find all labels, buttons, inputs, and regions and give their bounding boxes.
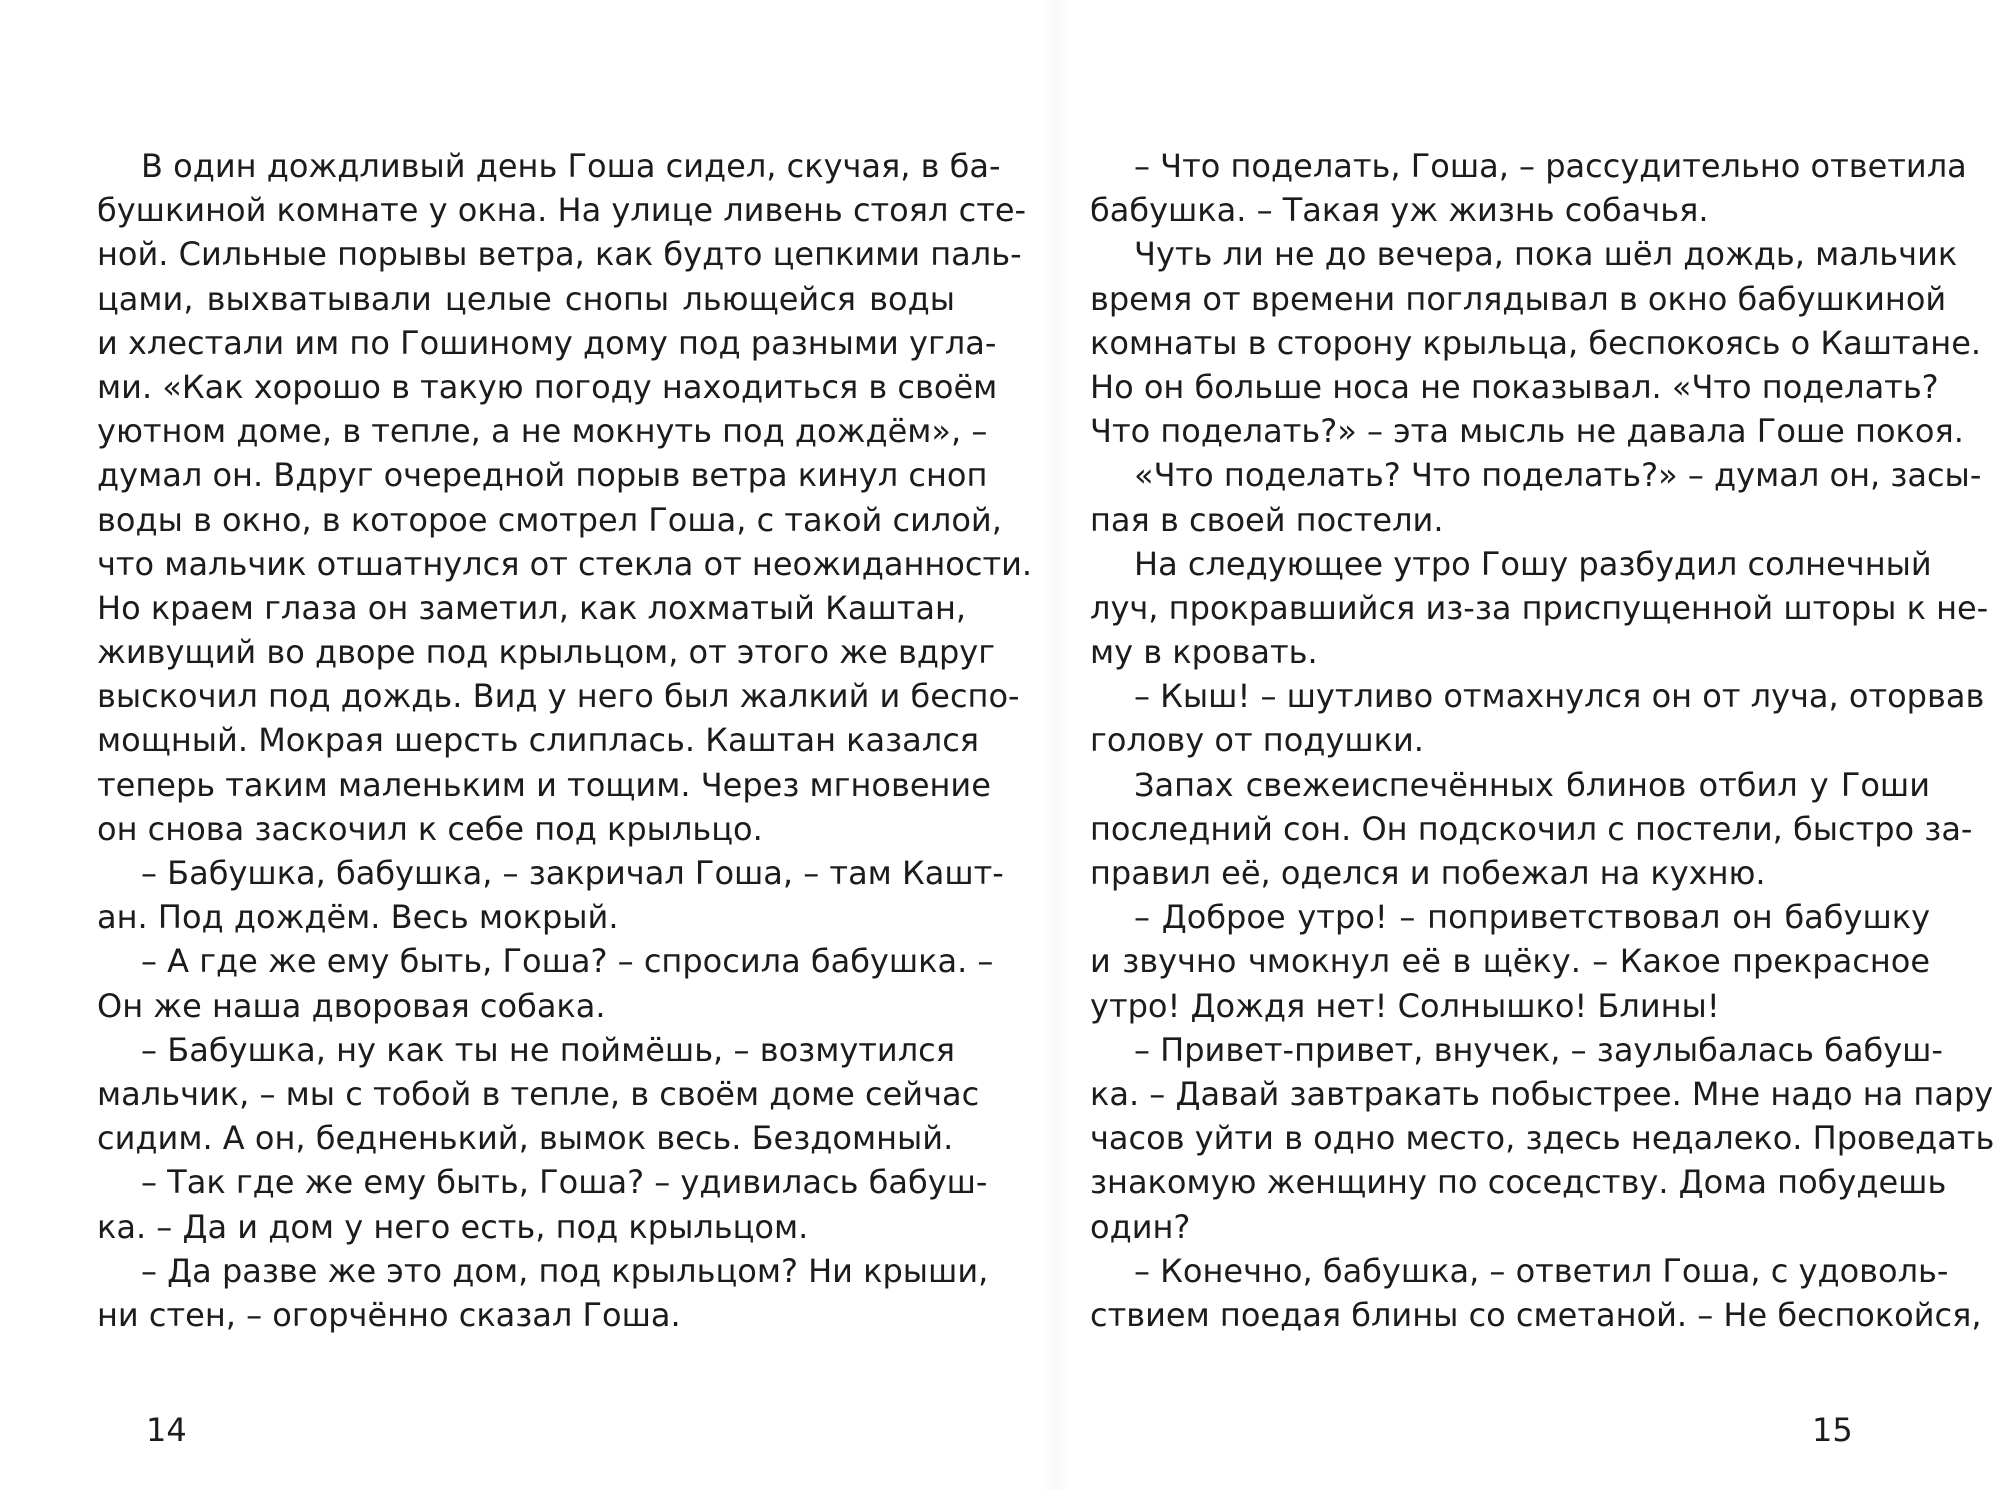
text-line: что мальчик отшатнулся от стекла от неожиданности.	[97, 544, 1033, 583]
text-line: живущий во дворе под крыльцом, от этого же вдруг	[97, 633, 995, 672]
text-line: часов уйти в одно место, здесь недалеко. Проведать	[1090, 1119, 1995, 1158]
text-line: выскочил под дождь. Вид у него был жалкий и беспо-	[97, 677, 1020, 716]
text-line: мощный. Мокрая шерсть слиплась. Каштан казался	[97, 721, 980, 760]
text-line: утро! Дождя нет! Солнышко! Блины!	[1090, 986, 1720, 1025]
text-line: сидим. А он, бедненький, вымок весь. Бездомный.	[97, 1119, 954, 1158]
text-line: ствием поедая блины со сметаной. – Не беспокойся,	[1090, 1295, 1982, 1334]
text-line: ми. «Как хорошо в такую погоду находиться в своём	[97, 367, 998, 406]
text-line: «Что поделать? Что поделать?» – думал он, засы-	[1134, 456, 1982, 495]
text-line: Но краем глаза он заметил, как лохматый Каштан,	[97, 588, 967, 627]
text-line: голову от подушки.	[1090, 721, 1424, 760]
book-gutter	[1040, 0, 1070, 1490]
text-line: ка. – Да и дом у него есть, под крыльцом.	[97, 1207, 809, 1246]
text-line: и звучно чмокнул её в щёку. – Какое прекрасное	[1090, 942, 1930, 981]
text-line: Чуть ли не до вечера, пока шёл дождь, мальчик	[1134, 235, 1958, 274]
text-line: пая в своей постели.	[1090, 500, 1444, 539]
left-page-number: 14	[146, 1411, 187, 1449]
text-line: время от времени поглядывал в окно бабушкиной	[1090, 279, 1947, 318]
text-line: ан. Под дождём. Весь мокрый.	[97, 898, 619, 937]
text-line: думал он. Вдруг очередной порыв ветра кинул сноп	[97, 456, 988, 495]
text-line: – Конечно, бабушка, – ответил Гоша, с удоволь-	[1134, 1251, 1949, 1290]
text-line: ни стен, – огорчённо сказал Гоша.	[97, 1295, 681, 1334]
text-line: воды в окно, в которое смотрел Гоша, с такой силой,	[97, 500, 1002, 539]
text-line: – Бабушка, бабушка, – закричал Гоша, – там Кашт-	[141, 854, 1004, 892]
text-line: На следующее утро Гошу разбудил солнечный	[1134, 544, 1932, 583]
text-line: бушкиной комнате у окна. На улице ливень стоял сте-	[97, 191, 1027, 230]
text-line: луч, прокравшийся из-за приспущенной шторы к не-	[1090, 588, 1989, 627]
text-line: он снова заскочил к себе под крыльцо.	[97, 809, 763, 848]
text-line: теперь таким маленьким и тощим. Через мгновение	[97, 765, 991, 804]
text-line: мальчик, – мы с тобой в тепле, в своём доме сейчас	[97, 1074, 980, 1113]
text-line: и хлестали им по Гошиному дому под разными угла-	[97, 323, 997, 362]
text-line: – Привет-привет, внучек, – заулыбалась бабуш-	[1134, 1030, 1943, 1069]
left-page-text	[97, 144, 1033, 1337]
text-line: ка. – Давай завтракать побыстрее. Мне надо на пару	[1090, 1074, 1994, 1113]
text-line: уютном доме, в тепле, а не мокнуть под дождём», –	[97, 412, 988, 451]
text-line: Но он больше носа не показывал. «Что поделать?	[1090, 367, 1939, 406]
text-line: – Кыш! – шутливо отмахнулся он от луча, оторвав	[1134, 677, 1985, 716]
text-line: последний сон. Он подскочил с постели, быстро за-	[1090, 809, 1973, 848]
text-line: знакомую женщину по соседству. Дома побудешь	[1090, 1163, 1947, 1202]
text-line: – Так где же ему быть, Гоша? – удивилась бабуш-	[141, 1163, 988, 1202]
text-line: ной. Сильные порывы ветра, как будто цепкими паль-	[97, 235, 1022, 274]
text-line: Он же наша дворовая собака.	[97, 986, 606, 1025]
text-line: один?	[1090, 1207, 1191, 1246]
right-page-text	[1090, 144, 1995, 1337]
text-line: – Что поделать, Гоша, – рассудительно ответила	[1134, 147, 1967, 185]
text-line: – А где же ему быть, Гоша? – спросила бабушка. –	[141, 942, 994, 981]
text-line: Запах свежеиспечённых блинов отбил у Гоши	[1134, 765, 1930, 804]
text-line: В один дождливый день Гоша сидел, скучая, в ба-	[141, 147, 1001, 185]
text-line: цами, выхватывали целые снопы льющейся воды	[97, 279, 955, 318]
text-line: бабушка. – Такая уж жизнь собачья.	[1090, 191, 1709, 230]
text-line: – Бабушка, ну как ты не поймёшь, – возмутился	[141, 1030, 955, 1069]
text-line: – Да разве же это дом, под крыльцом? Ни крыши,	[141, 1251, 989, 1290]
text-line: – Доброе утро! – поприветствовал он бабушку	[1134, 898, 1930, 937]
text-line: правил её, оделся и побежал на кухню.	[1090, 854, 1766, 892]
text-line: Что поделать?» – эта мысль не давала Гоше покоя.	[1090, 412, 1964, 451]
text-line: му в кровать.	[1090, 633, 1318, 672]
right-page-number: 15	[1812, 1411, 1853, 1449]
text-line: комнаты в сторону крыльца, беспокоясь о Каштане.	[1090, 323, 1982, 362]
